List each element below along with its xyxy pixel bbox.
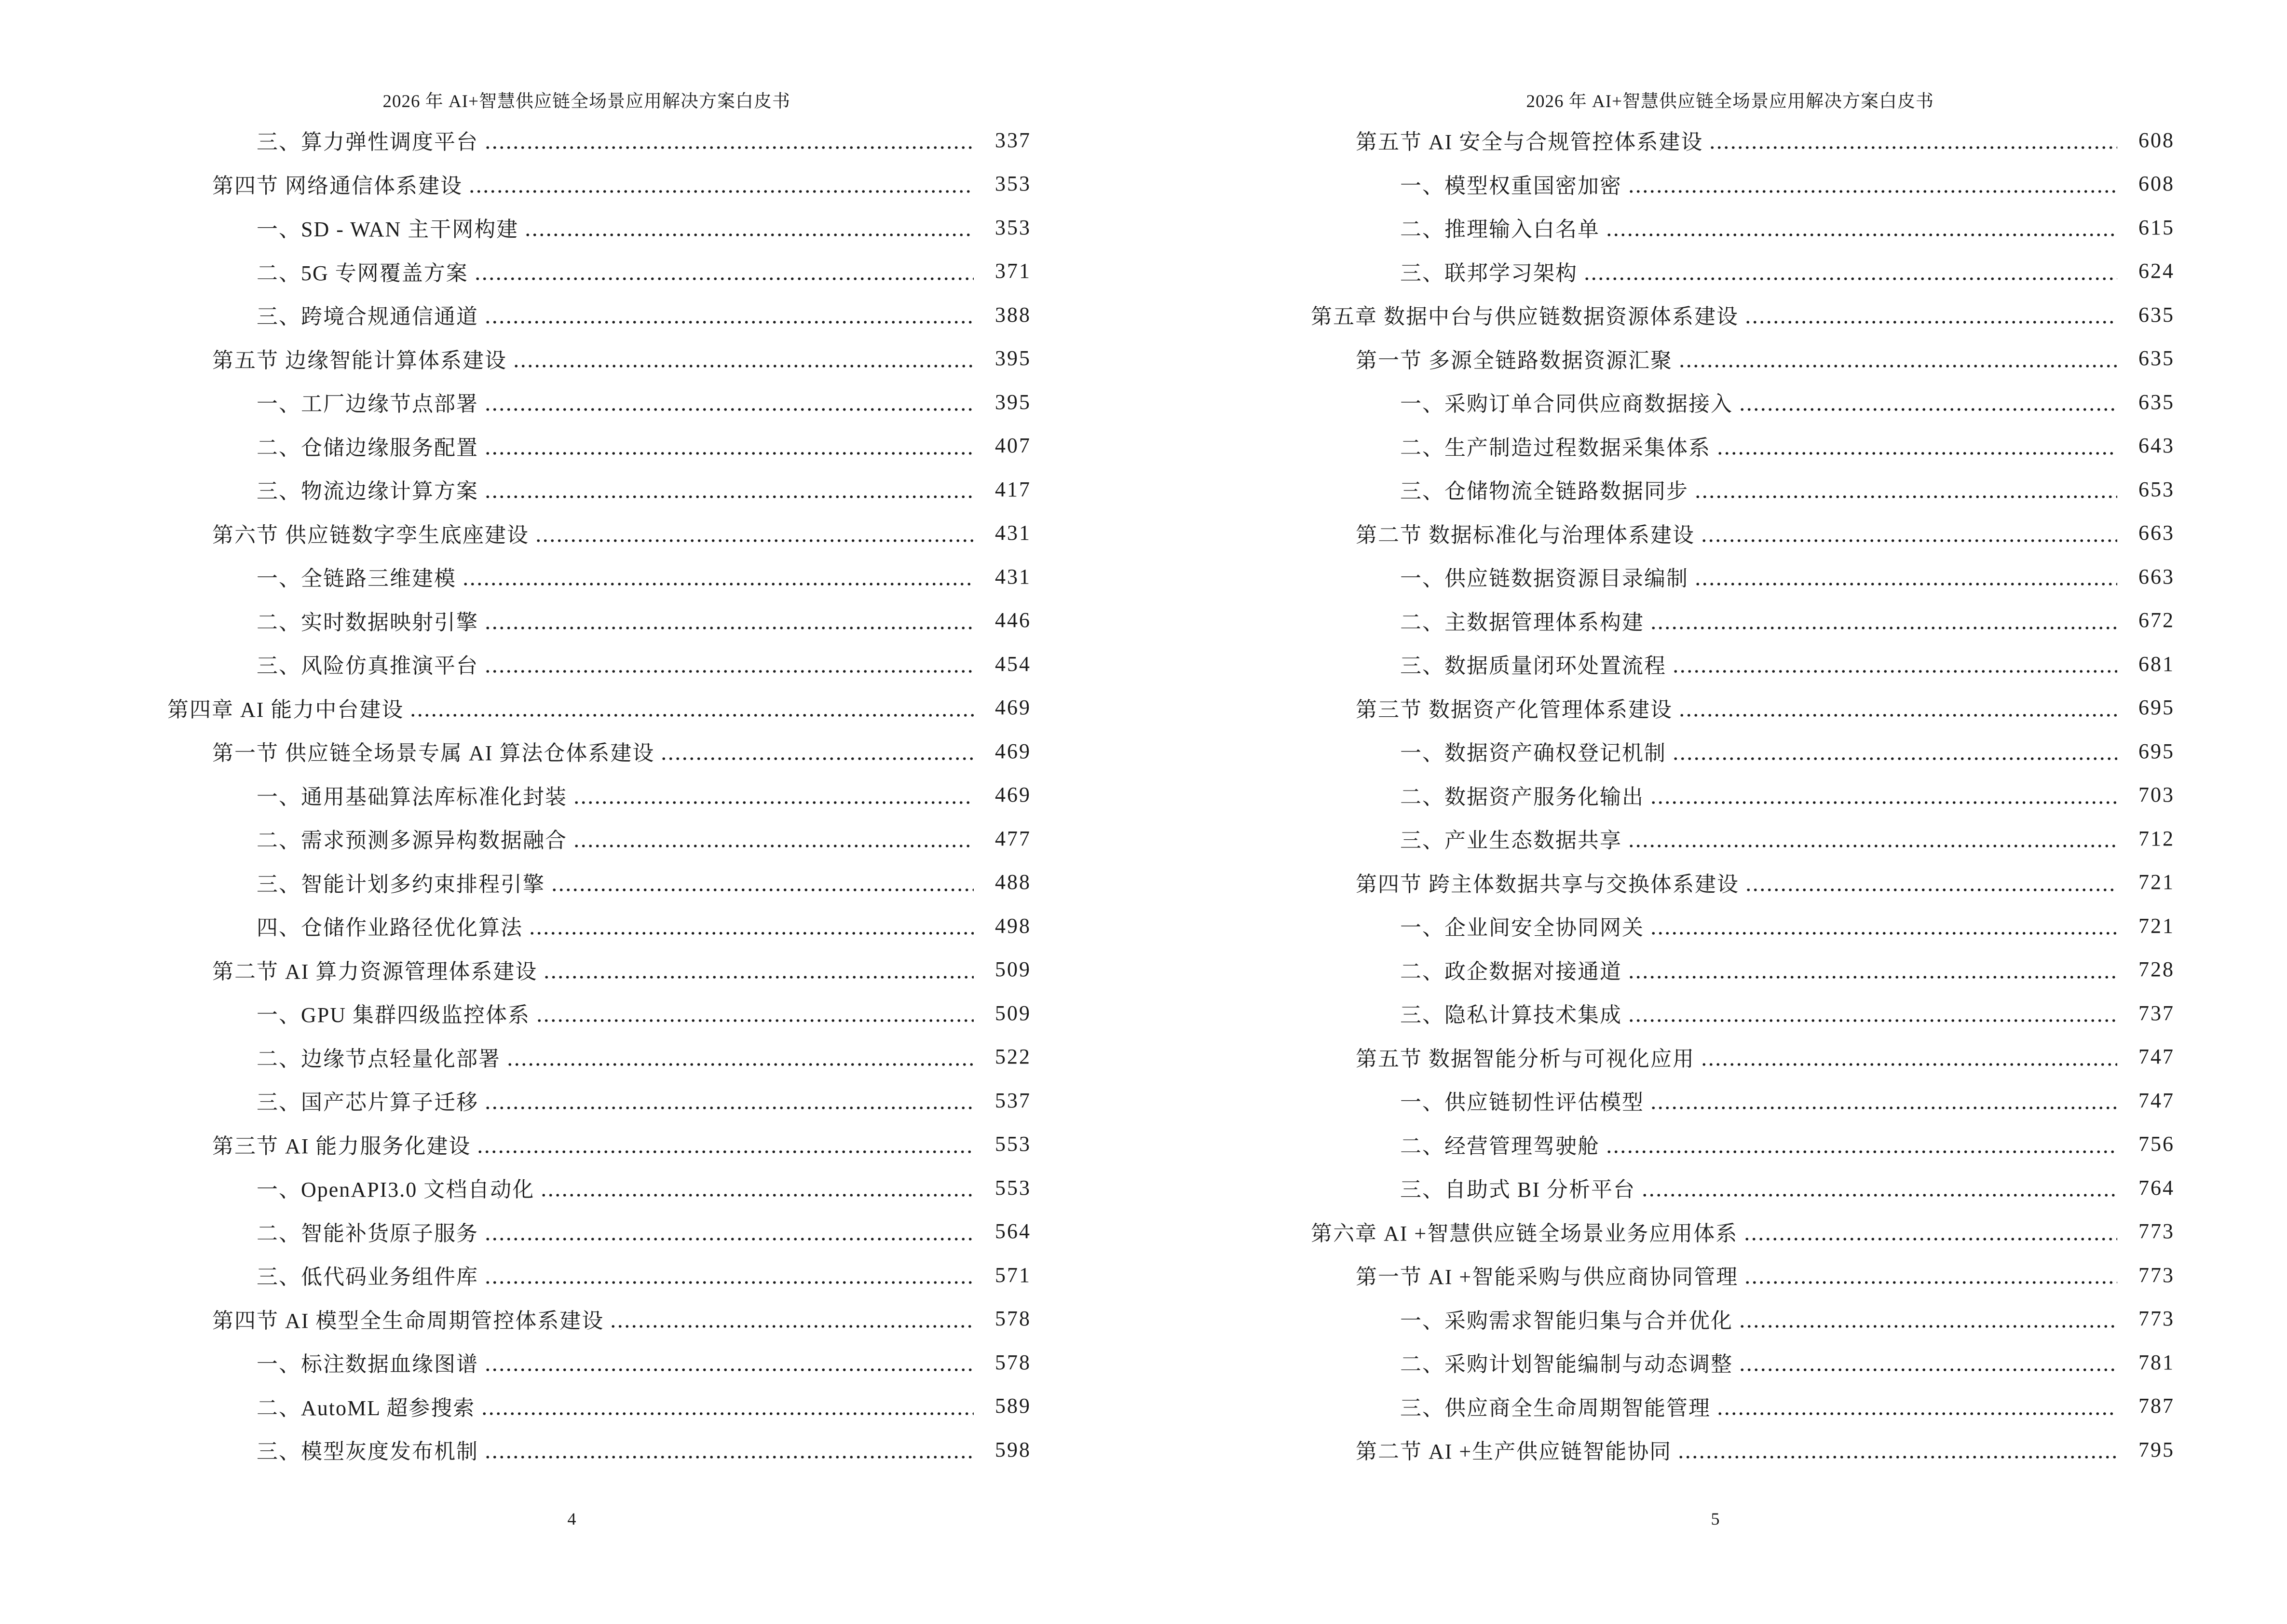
toc-entry-page-number: 608 bbox=[2138, 172, 2175, 196]
toc-entry bbox=[1144, 205, 2175, 249]
toc-entry-page-number: 672 bbox=[2138, 608, 2175, 632]
dot-leader bbox=[1678, 686, 2117, 730]
dot-leader bbox=[476, 1122, 974, 1166]
dot-leader bbox=[1739, 1297, 2117, 1341]
dot-leader bbox=[1672, 642, 2117, 686]
toc-entry-page-number: 756 bbox=[2138, 1132, 2175, 1156]
toc-entry bbox=[0, 424, 1031, 468]
dot-leader bbox=[536, 991, 974, 1035]
dot-leader bbox=[1743, 1210, 2117, 1254]
toc-entry bbox=[1144, 729, 2175, 773]
dot-leader bbox=[551, 860, 974, 904]
dot-leader bbox=[1694, 467, 2117, 511]
dot-leader bbox=[462, 555, 974, 599]
toc-entry-label: 第五章 数据中台与供应链数据资源体系建设 bbox=[1311, 305, 1739, 329]
toc-list bbox=[0, 118, 1031, 1472]
toc-entry-label: 三、模型灰度发布机制 bbox=[257, 1440, 478, 1464]
toc-entry bbox=[1144, 991, 2175, 1035]
dot-leader bbox=[484, 1253, 974, 1297]
toc-entry bbox=[1144, 249, 2175, 293]
toc-entry bbox=[0, 1253, 1031, 1297]
dot-leader bbox=[1701, 1035, 2117, 1079]
document-title: 2026 年 AI+智慧供应链全场景应用解决方案白皮书 bbox=[382, 92, 790, 111]
toc-entry bbox=[1144, 118, 2175, 162]
dot-leader bbox=[1701, 511, 2117, 555]
toc-entry-label: 第一节 多源全链路数据资源汇聚 bbox=[1356, 348, 1673, 372]
toc-entry-page-number: 477 bbox=[995, 826, 1031, 850]
toc-entry bbox=[1144, 642, 2175, 686]
dot-leader bbox=[524, 205, 974, 249]
toc-entry-label: 一、数据资产确权登记机制 bbox=[1400, 741, 1666, 765]
toc-entry-page-number: 764 bbox=[2138, 1175, 2175, 1200]
toc-entry-label: 第六章 AI +智慧供应链全场景业务应用体系 bbox=[1311, 1221, 1738, 1245]
toc-entry bbox=[1144, 1210, 2175, 1254]
toc-entry-page-number: 564 bbox=[995, 1219, 1031, 1243]
toc-entry bbox=[0, 1166, 1031, 1210]
toc-entry-page-number: 589 bbox=[995, 1394, 1031, 1418]
toc-entry bbox=[0, 729, 1031, 773]
toc-entry bbox=[1144, 162, 2175, 206]
toc-entry-label: 二、边缘节点轻量化部署 bbox=[257, 1047, 501, 1071]
dot-leader bbox=[1678, 337, 2117, 381]
toc-entry bbox=[1144, 948, 2175, 992]
page-footer bbox=[1144, 1509, 2287, 1529]
dot-leader bbox=[535, 511, 974, 555]
toc-entry bbox=[1144, 1340, 2175, 1384]
toc-entry-page-number: 695 bbox=[2138, 739, 2175, 763]
toc-entry-page-number: 371 bbox=[995, 259, 1031, 283]
toc-entry-label: 三、数据质量闭环处置流程 bbox=[1400, 654, 1666, 678]
toc-entry-label: 一、采购需求智能归集与合并优化 bbox=[1400, 1309, 1733, 1333]
toc-entry-label: 三、风险仿真推演平台 bbox=[257, 654, 478, 678]
toc-entry-label: 第三节 数据资产化管理体系建设 bbox=[1356, 697, 1673, 722]
toc-entry bbox=[0, 1035, 1031, 1079]
dot-leader bbox=[409, 686, 974, 730]
dot-leader bbox=[1628, 817, 2117, 860]
page-number: 4 bbox=[567, 1509, 576, 1528]
toc-entry-label: 三、物流边缘计算方案 bbox=[257, 479, 478, 504]
toc-entry-label: 三、隐私计算技术集成 bbox=[1400, 1003, 1622, 1027]
toc-entry bbox=[0, 948, 1031, 992]
toc-entry bbox=[0, 1210, 1031, 1254]
toc-entry-label: 一、全链路三维建模 bbox=[257, 567, 456, 591]
toc-entry bbox=[0, 1428, 1031, 1472]
dot-leader bbox=[484, 1210, 974, 1254]
toc-entry bbox=[1144, 1253, 2175, 1297]
toc-entry bbox=[1144, 904, 2175, 948]
toc-entry bbox=[0, 686, 1031, 730]
dot-leader bbox=[1650, 599, 2117, 642]
toc-entry-page-number: 578 bbox=[995, 1350, 1031, 1374]
dot-leader bbox=[506, 1035, 974, 1079]
toc-entry-label: 第二节 AI 算力资源管理体系建设 bbox=[212, 959, 538, 983]
toc-entry-page-number: 407 bbox=[995, 434, 1031, 458]
toc-entry-label: 一、供应链韧性评估模型 bbox=[1400, 1091, 1644, 1115]
toc-entry-page-number: 509 bbox=[995, 957, 1031, 982]
toc-entry bbox=[0, 467, 1031, 511]
toc-entry bbox=[0, 817, 1031, 860]
toc-entry-page-number: 663 bbox=[2138, 564, 2175, 588]
dot-leader bbox=[468, 162, 974, 206]
toc-entry-page-number: 417 bbox=[995, 477, 1031, 501]
toc-entry bbox=[1144, 1166, 2175, 1210]
dot-leader bbox=[1650, 1078, 2117, 1122]
dot-leader bbox=[1739, 1340, 2117, 1384]
toc-entry-label: 二、智能补货原子服务 bbox=[257, 1221, 478, 1245]
toc-entry-page-number: 431 bbox=[995, 521, 1031, 545]
toc-entry bbox=[0, 860, 1031, 904]
dot-leader bbox=[1745, 860, 2117, 904]
dot-leader bbox=[1628, 162, 2117, 206]
dot-leader bbox=[1677, 1428, 2117, 1472]
toc-entry-label: 第五节 边缘智能计算体系建设 bbox=[212, 348, 507, 372]
toc-entry bbox=[1144, 599, 2175, 642]
dot-leader bbox=[481, 1384, 974, 1428]
toc-entry-page-number: 522 bbox=[995, 1045, 1031, 1069]
toc-entry-label: 三、仓储物流全链路数据同步 bbox=[1400, 479, 1688, 504]
toc-entry bbox=[0, 337, 1031, 381]
toc-entry-page-number: 747 bbox=[2138, 1088, 2175, 1112]
toc-entry-page-number: 571 bbox=[995, 1263, 1031, 1287]
toc-entry bbox=[1144, 1297, 2175, 1341]
toc-entry-label: 第四节 跨主体数据共享与交换体系建设 bbox=[1356, 872, 1739, 896]
dot-leader bbox=[1739, 380, 2117, 424]
dot-leader bbox=[474, 249, 974, 293]
toc-entry-page-number: 553 bbox=[995, 1132, 1031, 1156]
toc-entry-page-number: 653 bbox=[2138, 477, 2175, 501]
dot-leader bbox=[484, 467, 974, 511]
toc-entry bbox=[1144, 686, 2175, 730]
toc-entry-label: 三、自助式 BI 分析平台 bbox=[1400, 1178, 1635, 1202]
toc-entry-page-number: 498 bbox=[995, 914, 1031, 938]
dot-leader bbox=[610, 1297, 974, 1341]
toc-entry-page-number: 728 bbox=[2138, 957, 2175, 982]
page-footer bbox=[0, 1509, 1144, 1529]
toc-entry-page-number: 747 bbox=[2138, 1045, 2175, 1069]
toc-entry-label: 二、实时数据映射引擎 bbox=[257, 610, 478, 634]
toc-entry bbox=[0, 991, 1031, 1035]
toc-entry-label: 一、标注数据血缘图谱 bbox=[257, 1352, 478, 1377]
toc-entry-label: 二、采购计划智能编制与动态调整 bbox=[1400, 1352, 1733, 1377]
toc-entry bbox=[0, 511, 1031, 555]
toc-entry-label: 第五节 数据智能分析与可视化应用 bbox=[1356, 1047, 1695, 1071]
dot-leader bbox=[660, 729, 974, 773]
toc-entry-page-number: 681 bbox=[2138, 652, 2175, 676]
dot-leader bbox=[573, 817, 974, 860]
dot-leader bbox=[484, 1340, 974, 1384]
toc-entry-page-number: 509 bbox=[995, 1001, 1031, 1025]
toc-entry-page-number: 695 bbox=[2138, 696, 2175, 720]
toc-list bbox=[1144, 118, 2175, 1472]
toc-entry bbox=[1144, 380, 2175, 424]
toc-entry-page-number: 635 bbox=[2138, 346, 2175, 370]
toc-entry-page-number: 615 bbox=[2138, 215, 2175, 239]
toc-entry bbox=[1144, 424, 2175, 468]
toc-entry-page-number: 712 bbox=[2138, 826, 2175, 850]
toc-entry-label: 一、供应链数据资源目录编制 bbox=[1400, 567, 1688, 591]
toc-entry-page-number: 598 bbox=[995, 1437, 1031, 1461]
dot-leader bbox=[484, 293, 974, 337]
toc-entry-label: 第四节 AI 模型全生命周期管控体系建设 bbox=[212, 1309, 604, 1333]
toc-entry bbox=[0, 904, 1031, 948]
toc-entry bbox=[1144, 1078, 2175, 1122]
toc-entry-label: 二、推理输入白名单 bbox=[1400, 218, 1600, 242]
toc-entry-page-number: 635 bbox=[2138, 390, 2175, 414]
toc-entry-page-number: 663 bbox=[2138, 521, 2175, 545]
toc-entry bbox=[0, 642, 1031, 686]
toc-entry-label: 二、经营管理驾驶舱 bbox=[1400, 1134, 1600, 1158]
toc-entry-label: 三、联邦学习架构 bbox=[1400, 261, 1578, 285]
toc-entry bbox=[1144, 1122, 2175, 1166]
dot-leader bbox=[543, 948, 974, 992]
toc-entry bbox=[1144, 555, 2175, 599]
toc-entry-page-number: 737 bbox=[2138, 1001, 2175, 1025]
dot-leader bbox=[1744, 1253, 2117, 1297]
toc-entry-page-number: 469 bbox=[995, 783, 1031, 807]
toc-entry-label: 二、生产制造过程数据采集体系 bbox=[1400, 436, 1711, 460]
toc-entry-page-number: 395 bbox=[995, 346, 1031, 370]
dot-leader bbox=[1694, 555, 2117, 599]
toc-entry-page-number: 553 bbox=[995, 1175, 1031, 1200]
toc-entry bbox=[1144, 511, 2175, 555]
dot-leader bbox=[484, 424, 974, 468]
toc-entry bbox=[0, 599, 1031, 642]
dot-leader bbox=[1628, 991, 2117, 1035]
toc-entry-label: 第三节 AI 能力服务化建设 bbox=[212, 1134, 471, 1158]
toc-entry bbox=[1144, 1384, 2175, 1428]
toc-entry bbox=[1144, 467, 2175, 511]
toc-entry bbox=[1144, 860, 2175, 904]
toc-entry-label: 一、通用基础算法库标准化封装 bbox=[257, 785, 567, 809]
dot-leader bbox=[1606, 1122, 2117, 1166]
toc-entry-page-number: 795 bbox=[2138, 1437, 2175, 1461]
toc-entry bbox=[1144, 293, 2175, 337]
toc-entry bbox=[0, 293, 1031, 337]
toc-entry-page-number: 337 bbox=[995, 128, 1031, 152]
toc-entry-page-number: 773 bbox=[2138, 1219, 2175, 1243]
dot-leader bbox=[1672, 729, 2117, 773]
toc-entry bbox=[0, 380, 1031, 424]
toc-entry-page-number: 721 bbox=[2138, 870, 2175, 894]
toc-entry-label: 二、需求预测多源异构数据融合 bbox=[257, 829, 567, 853]
dot-leader bbox=[484, 642, 974, 686]
toc-entry-page-number: 773 bbox=[2138, 1263, 2175, 1287]
toc-entry-page-number: 537 bbox=[995, 1088, 1031, 1112]
toc-entry bbox=[0, 1384, 1031, 1428]
toc-entry-label: 第二节 AI +生产供应链智能协同 bbox=[1356, 1440, 1672, 1464]
toc-entry-label: 二、政企数据对接通道 bbox=[1400, 959, 1622, 983]
toc-entry-page-number: 721 bbox=[2138, 914, 2175, 938]
toc-entry-label: 第一节 AI +智能采购与供应商协同管理 bbox=[1356, 1265, 1739, 1289]
toc-entry-label: 四、仓储作业路径优化算法 bbox=[257, 916, 523, 940]
toc-entry-label: 第二节 数据标准化与治理体系建设 bbox=[1356, 523, 1695, 547]
toc-entry-label: 三、国产芯片算子迁移 bbox=[257, 1091, 478, 1115]
toc-entry-page-number: 388 bbox=[995, 302, 1031, 327]
page-number: 5 bbox=[1711, 1509, 1720, 1528]
toc-entry-label: 一、工厂边缘节点部署 bbox=[257, 392, 478, 416]
dot-leader bbox=[484, 1428, 974, 1472]
dot-leader bbox=[540, 1166, 974, 1210]
toc-entry-label: 第一节 供应链全场景专属 AI 算法仓体系建设 bbox=[212, 741, 655, 765]
toc-entry bbox=[0, 555, 1031, 599]
toc-entry-label: 第五节 AI 安全与合规管控体系建设 bbox=[1356, 130, 1703, 154]
toc-entry-page-number: 624 bbox=[2138, 259, 2175, 283]
document-title: 2026 年 AI+智慧供应链全场景应用解决方案白皮书 bbox=[1526, 92, 1934, 111]
dot-leader bbox=[513, 337, 974, 381]
toc-entry bbox=[0, 118, 1031, 162]
toc-entry-page-number: 643 bbox=[2138, 434, 2175, 458]
toc-entry-label: 二、仓储边缘服务配置 bbox=[257, 436, 478, 460]
dot-leader bbox=[1583, 249, 2117, 293]
toc-entry-label: 一、企业间安全协同网关 bbox=[1400, 916, 1644, 940]
toc-entry-label: 二、数据资产服务化输出 bbox=[1400, 785, 1644, 809]
dot-leader bbox=[1716, 1384, 2117, 1428]
toc-entry bbox=[0, 249, 1031, 293]
toc-entry-label: 一、SD - WAN 主干网构建 bbox=[257, 218, 519, 242]
dot-leader bbox=[1606, 205, 2117, 249]
toc-entry-page-number: 469 bbox=[995, 739, 1031, 763]
dot-leader bbox=[529, 904, 974, 948]
toc-entry-page-number: 608 bbox=[2138, 128, 2175, 152]
toc-entry-label: 三、产业生态数据共享 bbox=[1400, 829, 1622, 853]
toc-entry-page-number: 578 bbox=[995, 1307, 1031, 1331]
dot-leader bbox=[1716, 424, 2117, 468]
toc-entry-page-number: 353 bbox=[995, 215, 1031, 239]
toc-entry-page-number: 703 bbox=[2138, 783, 2175, 807]
dot-leader bbox=[1628, 948, 2117, 992]
dot-leader bbox=[573, 773, 974, 817]
toc-entry-label: 三、供应商全生命周期智能管理 bbox=[1400, 1396, 1711, 1420]
toc-entry-label: 第六节 供应链数字孪生底座建设 bbox=[212, 523, 529, 547]
toc-entry-page-number: 488 bbox=[995, 870, 1031, 894]
dot-leader bbox=[1650, 773, 2117, 817]
dot-leader bbox=[484, 380, 974, 424]
dot-leader bbox=[1709, 118, 2117, 162]
toc-entry-label: 三、智能计划多约束排程引擎 bbox=[257, 872, 545, 896]
toc-entry-page-number: 431 bbox=[995, 564, 1031, 588]
toc-entry-label: 二、AutoML 超参搜索 bbox=[257, 1396, 476, 1420]
toc-entry bbox=[0, 773, 1031, 817]
dot-leader bbox=[484, 1078, 974, 1122]
toc-entry bbox=[1144, 1428, 2175, 1472]
toc-entry-label: 二、主数据管理体系构建 bbox=[1400, 610, 1644, 634]
toc-entry-label: 三、跨境合规通信通道 bbox=[257, 305, 478, 329]
toc-entry-page-number: 773 bbox=[2138, 1307, 2175, 1331]
dot-leader bbox=[1650, 904, 2117, 948]
toc-entry bbox=[0, 1122, 1031, 1166]
toc-entry bbox=[0, 1078, 1031, 1122]
toc-entry-page-number: 454 bbox=[995, 652, 1031, 676]
dot-leader bbox=[484, 599, 974, 642]
toc-entry-label: 第四节 网络通信体系建设 bbox=[212, 174, 463, 198]
toc-entry-page-number: 446 bbox=[995, 608, 1031, 632]
toc-entry bbox=[0, 1340, 1031, 1384]
dot-leader bbox=[484, 118, 974, 162]
toc-page-right bbox=[1144, 0, 2287, 1624]
toc-entry-page-number: 469 bbox=[995, 696, 1031, 720]
toc-entry bbox=[1144, 337, 2175, 381]
toc-entry bbox=[0, 162, 1031, 206]
toc-entry-page-number: 635 bbox=[2138, 302, 2175, 327]
toc-entry-page-number: 353 bbox=[995, 172, 1031, 196]
toc-entry bbox=[1144, 817, 2175, 860]
dot-leader bbox=[1641, 1166, 2117, 1210]
toc-entry bbox=[0, 1297, 1031, 1341]
toc-entry-label: 二、5G 专网覆盖方案 bbox=[257, 261, 468, 285]
toc-entry-page-number: 787 bbox=[2138, 1394, 2175, 1418]
toc-entry-label: 一、GPU 集群四级监控体系 bbox=[257, 1003, 531, 1027]
toc-entry bbox=[0, 205, 1031, 249]
toc-entry-label: 三、算力弹性调度平台 bbox=[257, 130, 478, 154]
toc-entry-label: 一、OpenAPI3.0 文档自动化 bbox=[257, 1178, 535, 1202]
toc-entry-label: 三、低代码业务组件库 bbox=[257, 1265, 478, 1289]
toc-entry-page-number: 395 bbox=[995, 390, 1031, 414]
toc-entry bbox=[1144, 1035, 2175, 1079]
toc-entry-label: 一、模型权重国密加密 bbox=[1400, 174, 1622, 198]
toc-entry bbox=[1144, 773, 2175, 817]
toc-entry-label: 一、采购订单合同供应商数据接入 bbox=[1400, 392, 1733, 416]
dot-leader bbox=[1744, 293, 2117, 337]
toc-entry-label: 第四章 AI 能力中台建设 bbox=[167, 697, 404, 722]
toc-entry-page-number: 781 bbox=[2138, 1350, 2175, 1374]
